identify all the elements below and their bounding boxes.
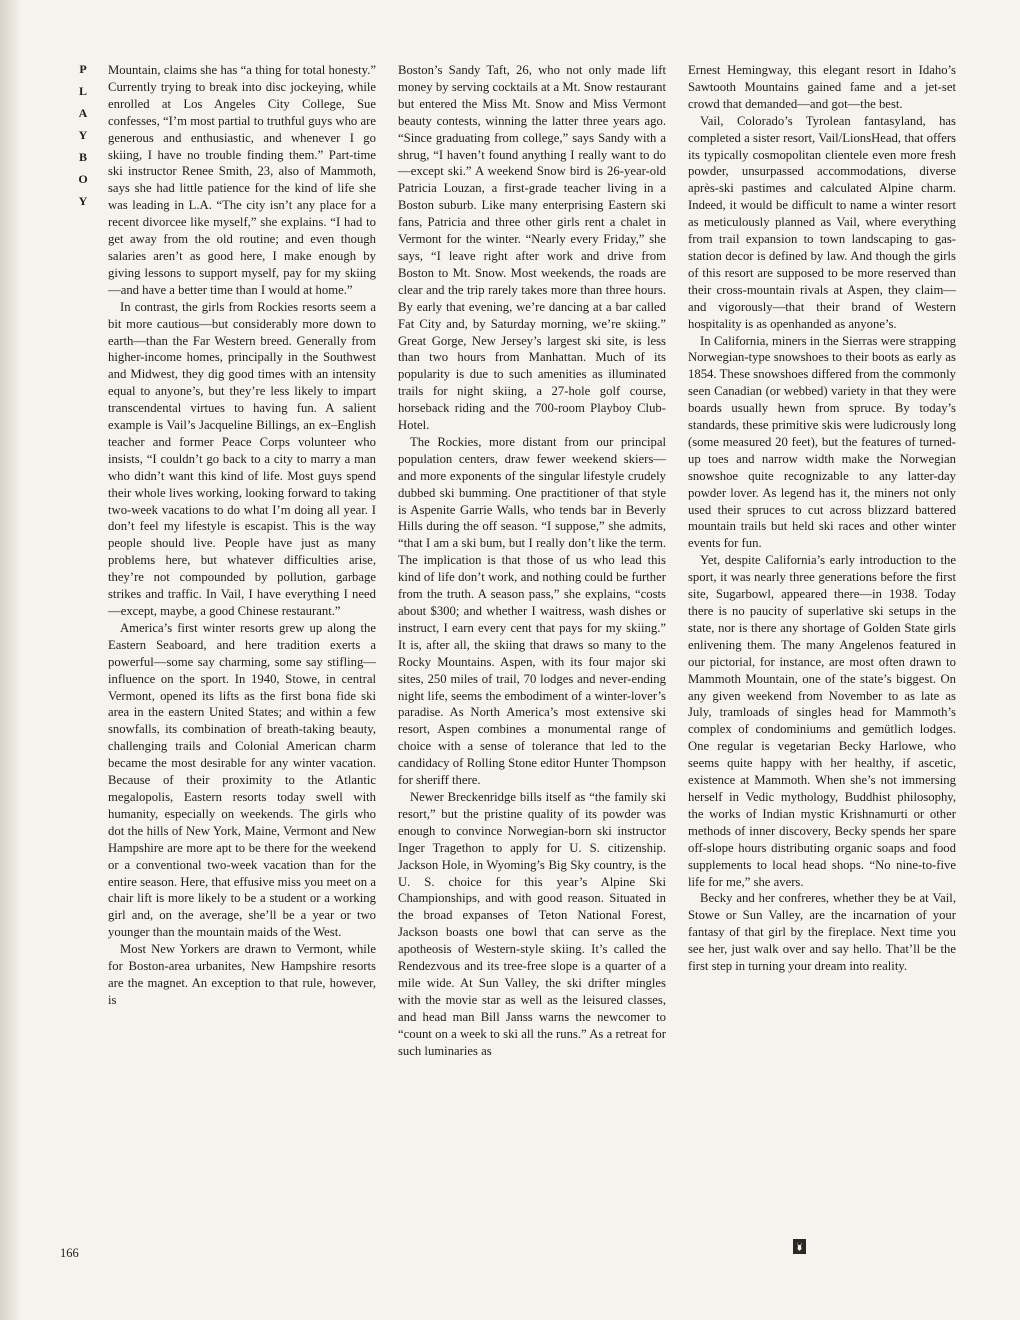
paragraph: Newer Breckenridge bills itself as “the family ski resort,” but the pristine quality of its powder was enough to convince Norwegian-born ski instructor Inger Tragethon to apply for U. S. citizenship. Jackson Hole, in Wyoming’s Big Sky country, is the U. S. choice for this year’s Alpine Ski Championships, and with good reason. Situated in the broad expanses of Teton National Forest, Jackson boasts one bowl that can serve as the apotheosis of Western-style skiing. It’s called the Rendezvous and its tree-free slope is a quarter of a mile wide. At Sun Valley, the ski drifter mingles with the movie star as well as the leisured classes, and head man Bill Janss warns the newcomer to “count on a week to ski all the runs.” As a retreat for such luminaries as [398, 789, 666, 1058]
paragraph: In contrast, the girls from Rockies resorts seem a bit more cautious—but considerably more down to earth—than the Far Western breed. Generally from higher-income homes, principally in the Southwest and Midwest, they dig good times with an intensity equal to anyone’s, but they’re less likely to impart transcendental virtues to having fun. A salient example is Vail’s Jacqueline Billings, an ex–English teacher and former Peace Corps volunteer who insists, “I couldn’t go back to a city to marry a man who didn’t want this kind of life. Most guys spend their whole lives working, looking forward to taking two-week vacations to do what I’m doing all year. I don’t feel my lifestyle is escapist. This is the way people should live. People have just as many problems here, but whatever difficulties arise, they’re not compounded by pollution, garbage strikes and traffic. In Vail, I have everything I need—except, maybe, a good Chinese restaurant.” [108, 299, 376, 618]
masthead-letter: O [78, 172, 88, 186]
masthead-letter: Y [78, 194, 88, 208]
masthead-letter: Y [78, 128, 88, 142]
masthead-letter: L [78, 84, 87, 98]
text-column-2 [398, 62, 666, 1059]
masthead-letter: P [79, 62, 87, 76]
rabbit-head-end-mark-icon [793, 1239, 806, 1254]
masthead-letter: A [78, 106, 88, 120]
text-column-3 [688, 62, 956, 975]
paragraph: America’s first winter resorts grew up along the Eastern Seaboard, and here tradition exerts a powerful—some say charming, some say stifling—influence on the sport. In 1940, Stowe, in central Vermont, opened its lifts as the first bona fide ski area in the eastern United States; and within a few snowfalls, its combination of breath-taking beauty, challenging trails and Colonial American charm became the most desirable for any winter vacation. Because of their proximity to the Atlantic megalopolis, Eastern resorts today swell with humanity, especially on weekends. The girls who dot the hills of New York, Maine, Vermont and New Hampshire are more apt to be there for the weekend or a conventional two-week vacation than for the entire season. Here, that effusive miss you meet on a chair lift is more likely to be a student or a working girl and, on the average, she’ll be a year or two younger than the mountain maids of the West. [108, 620, 376, 940]
paragraph: Becky and her confreres, whether they be at Vail, Stowe or Sun Valley, are the incarnation of your fantasy of that girl by the fireplace. Next time you see her, just walk over and say hello. That’ll be the first step in turning your dream into reality. [688, 891, 956, 974]
paragraph: Yet, despite California’s early introduction to the sport, it was nearly three generations before the first site, Sugarbowl, appeared there—in 1938. Today there is no paucity of superlative ski setups in the state, nor is there any shortage of Golden State girls enlivening them. The many Angelenos featured in our pictorial, for instance, are most often drawn to Mammoth Mountain, one of the state’s biggest. On any given weekend from November to as late as July, tramloads of singles head for Mammoth’s complex of condominiums and gemütlich lodges. One regular is vegetarian Becky Harlowe, who seems quite happy with her healthy, if ascetic, existence at Mammoth. When she’s not immersing herself in Vedic mythology, Buddhist philosophy, the works of Indian mystic Krishnamurti or other methods of inner discovery, Becky spends her spare off-slope hours distributing organic soaps and food supplements to local head shops. “No nine-to-five life for me,” she avers. [688, 553, 956, 889]
paragraph: In California, miners in the Sierras were strapping Norwegian-type snowshoes to their boots as early as 1854. These snowshoes differed from the commonly seen Canadian (or webbed) variety in that they were boards usually hewn from spruce. By today’s standards, these primitive skis were ludicrously long (some measured 20 feet), but the features of turned-up toes and narrow width make the Norwegian snowshoe quite recognizable to any latter-day powder lover. As legend has it, the miners not only used their spruces to cut across blizzard battered mountain trails but held ski races and other winter events for fun. [688, 333, 956, 551]
masthead-letter: B [78, 150, 87, 164]
masthead-vertical [72, 58, 94, 212]
paragraph: Mountain, claims she has “a thing for total honesty.” Currently trying to break into disc jockeying, while enrolled at Los Angeles City College, Sue confesses, “I’m most partial to truthful guys who are generous and enthusiastic, and whenever I go skiing, I have no trouble finding them.” Part-time ski instructor Renee Smith, 23, also of Mammoth, says she had little patience for the kind of life she was leading in L.A. “The city isn’t any place for a recent divorcee like myself,” she explains. “I had to get away from the old routine; and even though salaries aren’t as good here, I make enough by giving lessons to support myself, pay for my skiing—and have a better time than I would at home.” [108, 63, 376, 297]
text-column-1 [108, 62, 376, 1009]
page-number: 166 [60, 1246, 79, 1260]
paragraph: Most New Yorkers are drawn to Vermont, while for Boston-area urbanites, New Hampshire resorts are the magnet. An exception to that rule, however, is [108, 942, 376, 1007]
binding-shadow [0, 0, 22, 1320]
paragraph: The Rockies, more distant from our principal population centers, draw fewer weekend skiers—and more exponents of the singular lifestyle crudely dubbed ski bumming. One practitioner of that style is Aspenite Garrie Walls, who tends bar in Beverly Hills during the off season. “I suppose,” she admits, “that I am a ski bum, but I really don’t like the term. The implication is that those of us who lead this kind of life don’t work, and nothing could be further from the truth. A season pass,” she explains, “costs about $300; and whether I waitress, wash dishes or instruct, I earn every cent that pays for my skiing.” It is, after all, the skiing that draws so many to the Rocky Mountains. Aspen, with its four major ski sites, 250 miles of trail, 70 lodges and never-ending night life, seems the embodiment of a winter-lover’s paradise. As North America’s most extensive ski resort, Aspen combines a monumental range of choice with a sense of tolerance that led to the candidacy of Rolling Stone editor Hunter Thompson for sheriff there. [398, 434, 666, 788]
paragraph: Ernest Hemingway, this elegant resort in Idaho’s Sawtooth Mountains gained fame and a jet-set crowd that demanded—and got—the best. [688, 63, 956, 111]
paragraph: Boston’s Sandy Taft, 26, who not only made lift money by serving cocktails at a Mt. Snow restaurant but entered the Miss Mt. Snow and Miss Vermont beauty contests, winning the latter three years ago. “Since graduating from college,” says Sandy with a shrug, “I haven’t found anything I really want to do—except ski.” A weekend Snow bird is 26-year-old Patricia Louzan, a first-grade teacher living in a Boston suburb. Like many enterprising Eastern ski fans, Patricia and three other girls rent a chalet in Vermont for the winter. “Nearly every Friday,” she says, “I leave right after work and drive from Boston to Mt. Snow. Most weekends, the roads are clear and the trip rarely takes more than three hours. By early that evening, we’re dancing at a bar called Fat City and, by Saturday morning, we’re skiing.” Great Gorge, New Jersey’s largest ski site, is less than two hours from Manhattan. Much of its popularity is due to such amenities as illuminated trails for night skiing, a 27-hole golf course, horseback riding and the 700-room Playboy Club-Hotel. [398, 63, 666, 433]
paragraph: Vail, Colorado’s Tyrolean fantasyland, has completed a sister resort, Vail/LionsHead, that offers its typically cosmopolitan clientele even more fresh powder, unsurpassed accommodations, diverse après-ski pastimes and calculated Alpine charm. Indeed, it would be difficult to name a winter resort as meticulously planned as Vail, where everything from trail expansion to town landscaping to gas-station decor is defined by law. And though the girls of this resort are supposed to be more reserved than their cross-mountain rivals at Aspen, they claim—and vigorously—that their brand of Western hospitality is as openhanded as anyone’s. [688, 113, 956, 331]
